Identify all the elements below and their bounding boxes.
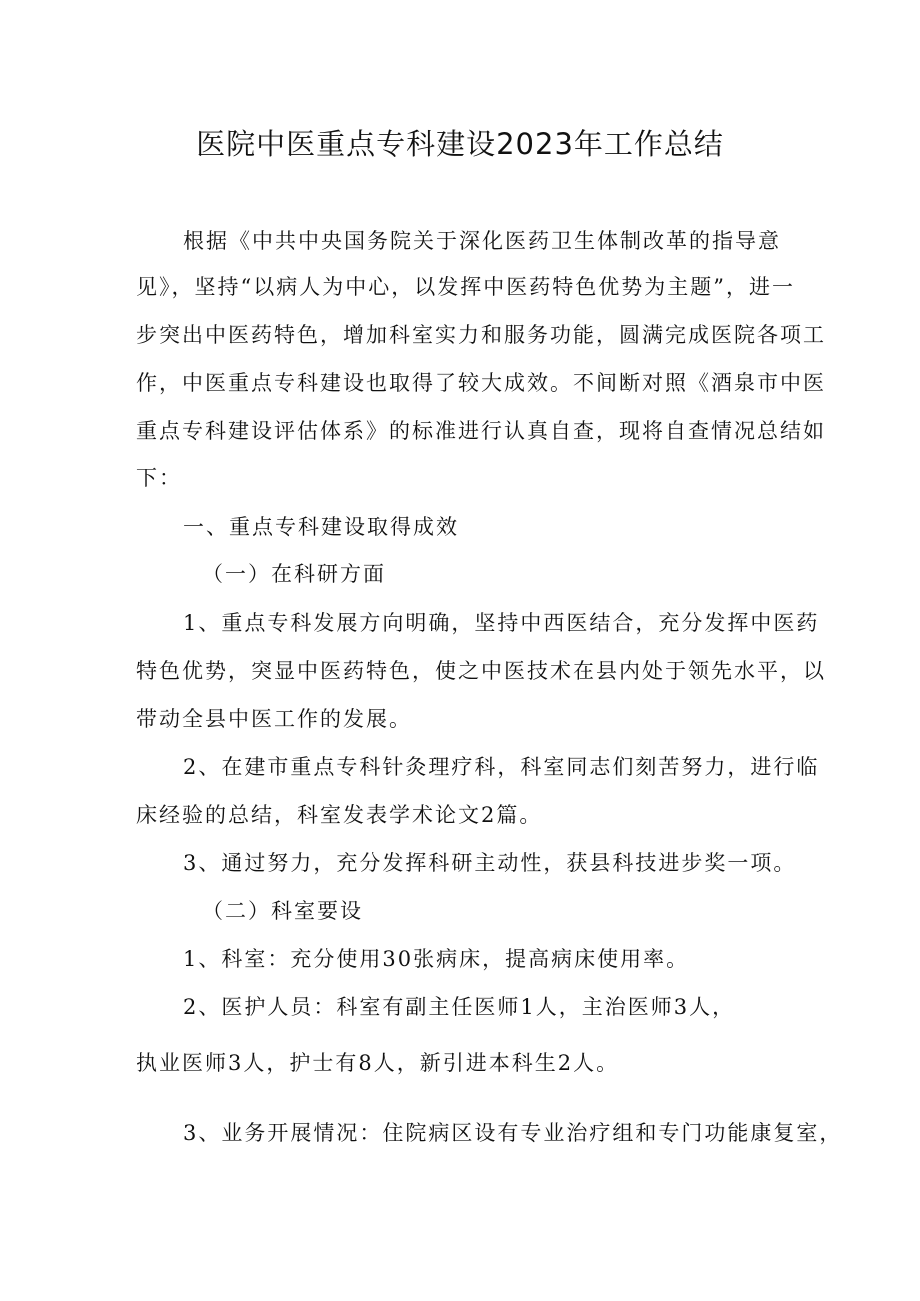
paragraph-line: 见》，坚持“以病人为中心，以发挥中医药特色优势为主题”，进一 [136, 275, 795, 299]
paragraph-line: 下： [136, 466, 182, 490]
subsection-heading: （一）在科研方面 [202, 562, 386, 586]
paragraph-line: 2、在建市重点专科针灸理疗科，科室同志们刻苦努力，进行临 [183, 755, 820, 779]
paragraph-line: 3、业务开展情况：住院病区设有专业治疗组和专门功能康复室， [183, 1121, 843, 1145]
paragraph-line: 3、通过努力，充分发挥科研主动性，获县科技进步奖一项。 [183, 851, 797, 875]
section-heading: 一、重点专科建设取得成效 [183, 515, 459, 539]
paragraph-line: 执业医师3人，护士有8人，新引进本科生2人。 [136, 1051, 620, 1075]
document-title: 医院中医重点专科建设2023年工作总结 [196, 127, 724, 161]
paragraph-line: 2、医护人员：科室有副主任医师1人，主治医师3人， [183, 995, 736, 1019]
paragraph-line: 带动全县中医工作的发展。 [136, 707, 412, 731]
subsection-heading: （二）科室要设 [202, 899, 363, 923]
paragraph-line: 1、重点专科发展方向明确，坚持中西医结合，充分发挥中医药 [183, 611, 820, 635]
paragraph-line: 作，中医重点专科建设也取得了较大成效。不间断对照《酒泉市中医 [136, 371, 826, 395]
paragraph-line: 特色优势，突显中医药特色，使之中医技术在县内处于领先水平，以 [136, 659, 826, 683]
paragraph-line: 床经验的总结，科室发表学术论文2篇。 [136, 803, 543, 827]
paragraph-line: 重点专科建设评估体系》的标准进行认真自查，现将自查情况总结如 [136, 419, 826, 443]
paragraph-line: 步突出中医药特色，增加科室实力和服务功能，圆满完成医院各项工 [136, 323, 826, 347]
paragraph-line: 1、科室：充分使用30张病床，提高病床使用率。 [183, 947, 690, 971]
paragraph-line: 根据《中共中央国务院关于深化医药卫生体制改革的指导意 [183, 229, 781, 253]
